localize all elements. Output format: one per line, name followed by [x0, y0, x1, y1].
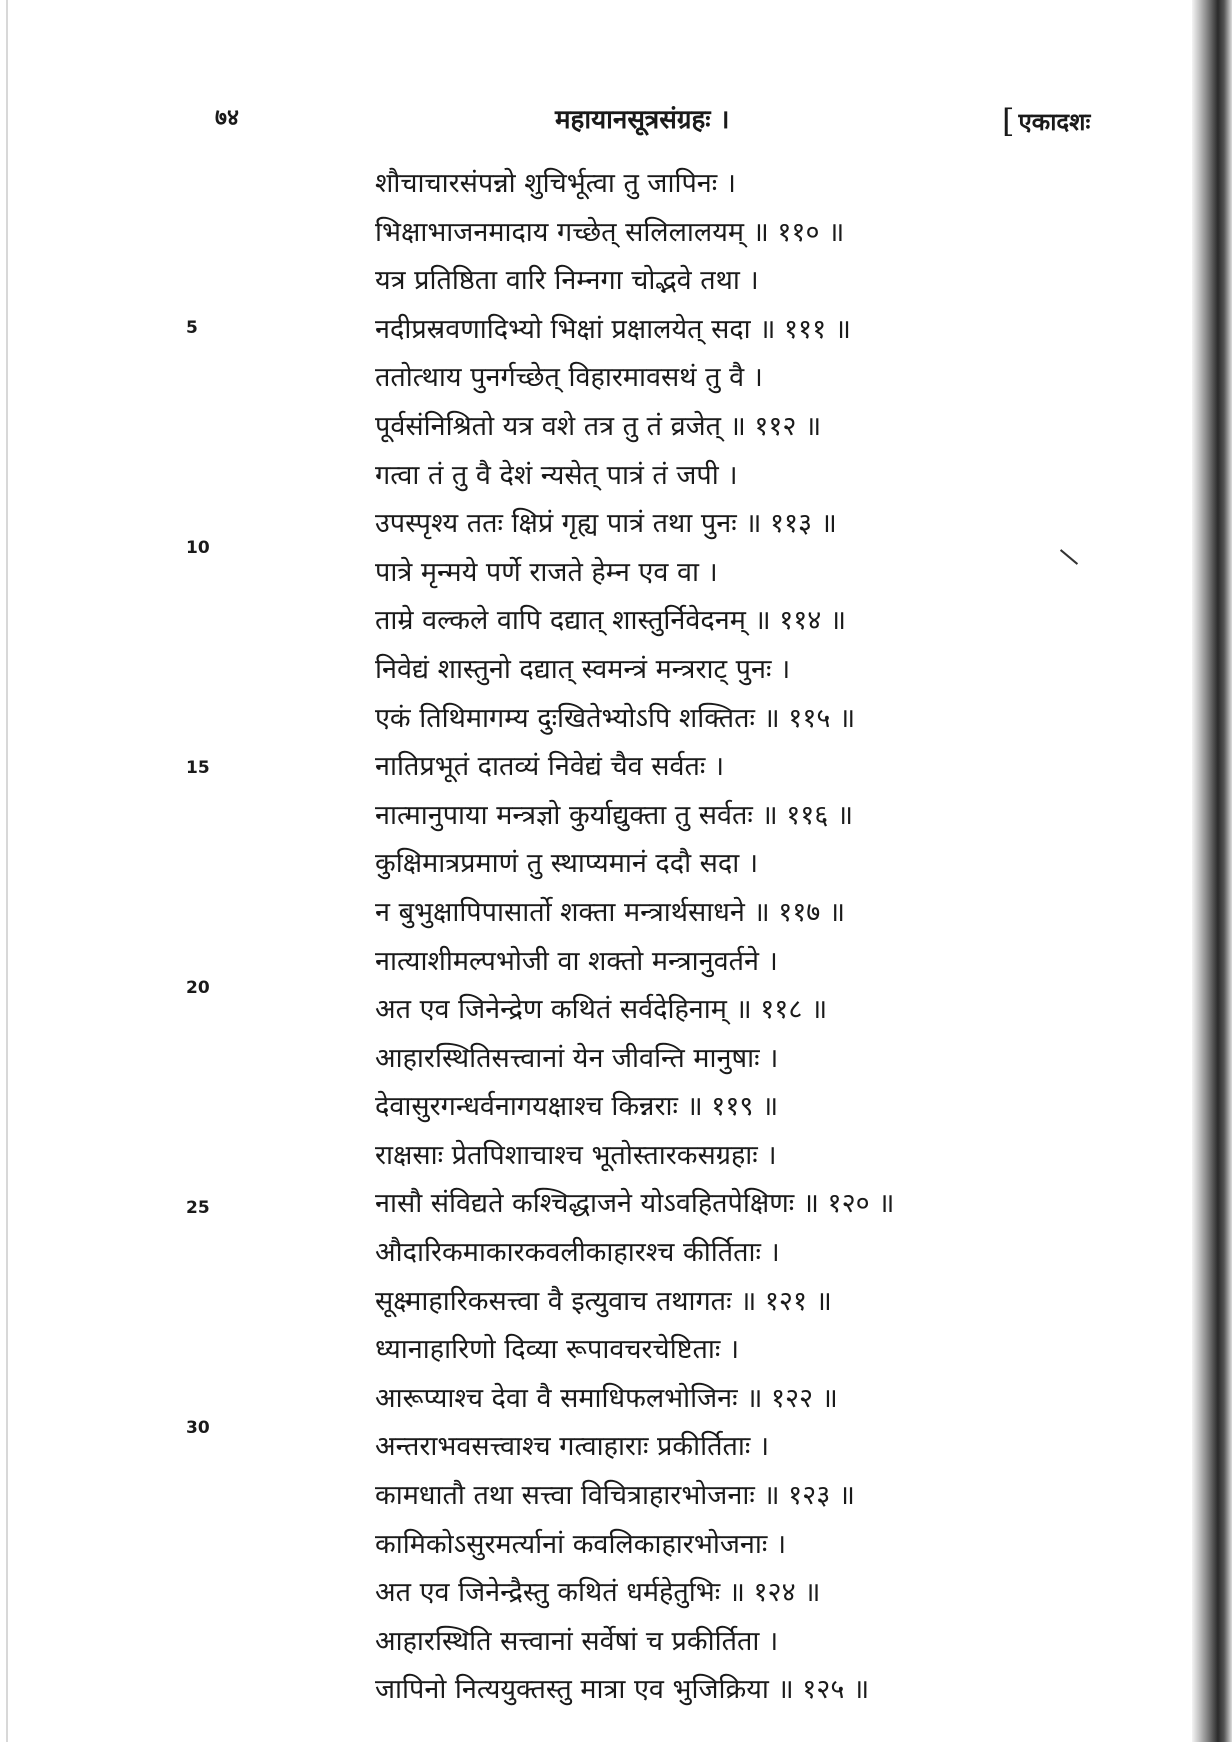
running-title: महायानसूत्रसंग्रहः ।: [555, 105, 730, 135]
section-tag: [1002, 100, 1090, 138]
verse-line: नातिप्रभूतं दातव्यं निवेद्यं चैव सर्वतः ।: [375, 751, 725, 783]
line-number: 10: [186, 538, 210, 558]
verse-line: नासौ संविद्यते कश्चिद्धाजने योऽवहितपेक्षिणः ॥ १२० ॥: [375, 1188, 895, 1220]
line-number: 30: [186, 1418, 210, 1438]
verse-line: राक्षसाः प्रेतपिशाचाश्च भूतोस्तारकसग्रहाः ।: [375, 1139, 777, 1171]
page-number: ७४: [215, 104, 239, 131]
verse-line: ततोत्थाय पुनर्गच्छेत् विहारमावसथं तु वै ।: [375, 362, 763, 394]
verse-line: अन्तराभवसत्त्वाश्च गत्वाहाराः प्रकीर्तिताः ।: [375, 1431, 770, 1463]
verse-line: एकं तिथिमागम्य दुःखितेभ्योऽपि शक्तितः ॥ ११५ ॥: [375, 702, 856, 734]
verse-line: आहारस्थिति सत्त्वानां सर्वेषां च प्रकीर्तिता ।: [375, 1625, 779, 1657]
verse-line: गत्वा तं तु वै देशं न्यसेत् पात्रं तं जपी ।: [375, 459, 738, 491]
page-binding-edge: [1192, 0, 1232, 1742]
verse-line: औदारिकमाकारकवलीकाहारश्च कीर्तिताः ।: [375, 1237, 780, 1269]
verse-line: ताम्रे वल्कले वापि दद्यात् शास्तुर्निवेदनम् ॥ ११४ ॥: [375, 605, 847, 637]
line-number: 5: [186, 318, 198, 338]
verse-line: नात्मानुपाया मन्त्रज्ञो कुर्याद्युक्ता तु सर्वतः ॥ ११६ ॥: [375, 799, 854, 831]
page-header: [0, 100, 1190, 140]
verse-block: [375, 160, 995, 1715]
bracket-glyph: [: [1002, 102, 1015, 140]
verse-line: ध्यानाहारिणो दिव्या रूपावचरचेष्टिताः ।: [375, 1334, 740, 1366]
verse-line: जापिनो नित्ययुक्तस्तु मात्रा एव भुजिक्रिया ॥ १२५ ॥: [375, 1674, 870, 1706]
line-number: 15: [186, 758, 210, 778]
verse-line: आरूप्याश्च देवा वै समाधिफलभोजिनः ॥ १२२ ॥: [375, 1382, 838, 1414]
verse-line: निवेद्यं शास्तुनो दद्यात् स्वमन्त्रं मन्त्रराट् पुनः ।: [375, 653, 791, 685]
verse-line: देवासुरगन्धर्वनागयक्षाश्च किन्नराः ॥ ११९ ॥: [375, 1091, 779, 1123]
verse-line: कामिकोऽसुरमर्त्यानां कवलिकाहारभोजनाः ।: [375, 1528, 787, 1560]
verse-line: नदीप्रस्रवणादिभ्यो भिक्षां प्रक्षालयेत् सदा ॥ १११ ॥: [375, 313, 851, 345]
verse-line: उपस्पृश्य ततः क्षिप्रं गृह्य पात्रं तथा पुनः ॥ ११३ ॥: [375, 508, 837, 540]
verse-line: शौचाचारसंपन्नो शुचिर्भूत्वा तु जापिनः ।: [375, 168, 737, 199]
verse-line: अत एव जिनेन्द्रेण कथितं सर्वदेहिनाम् ॥ ११८ ॥: [375, 994, 828, 1026]
verse-line: आहारस्थितिसत्त्वानां येन जीवन्ति मानुषाः ।: [375, 1042, 779, 1074]
verse-line: न बुभुक्षापिपासार्तो शक्ता मन्त्रार्थसाधने ॥ ११७ ॥: [375, 896, 846, 928]
verse-line: यत्र प्रतिष्ठिता वारि निम्नगा चोद्भवे तथा ।: [375, 265, 759, 297]
verse-line: कामधातौ तथा सत्त्वा विचित्राहारभोजनाः ॥ १२३ ॥: [375, 1480, 855, 1512]
verse-line: अत एव जिनेन्द्रैस्तु कथितं धर्महेतुभिः ॥ १२४ ॥: [375, 1577, 821, 1609]
section-label: एकादशः: [1018, 107, 1091, 136]
left-margin-line: [6, 0, 8, 1742]
stray-mark: [1060, 549, 1078, 565]
verse-line: भिक्षाभाजनमादाय गच्छेत् सलिलालयम् ॥ ११० ॥: [375, 216, 845, 248]
line-number: 20: [186, 978, 210, 998]
verse-line: कुक्षिमात्रप्रमाणं तु स्थाप्यमानं ददौ सदा ।: [375, 848, 759, 880]
verse-line: नात्याशीमल्पभोजी वा शक्तो मन्त्रानुवर्तने ।: [375, 945, 778, 977]
line-number: 25: [186, 1198, 210, 1218]
verse-line: पूर्वसंनिश्रितो यत्र वशे तत्र तु तं व्रजेत् ॥ ११२ ॥: [375, 410, 822, 442]
verse-line: सूक्ष्माहारिकसत्त्वा वै इत्युवाच तथागतः ॥ १२१ ॥: [375, 1285, 832, 1317]
verse-line: पात्रे मृन्मये पर्णे राजते हेम्न एव वा ।: [375, 556, 718, 588]
